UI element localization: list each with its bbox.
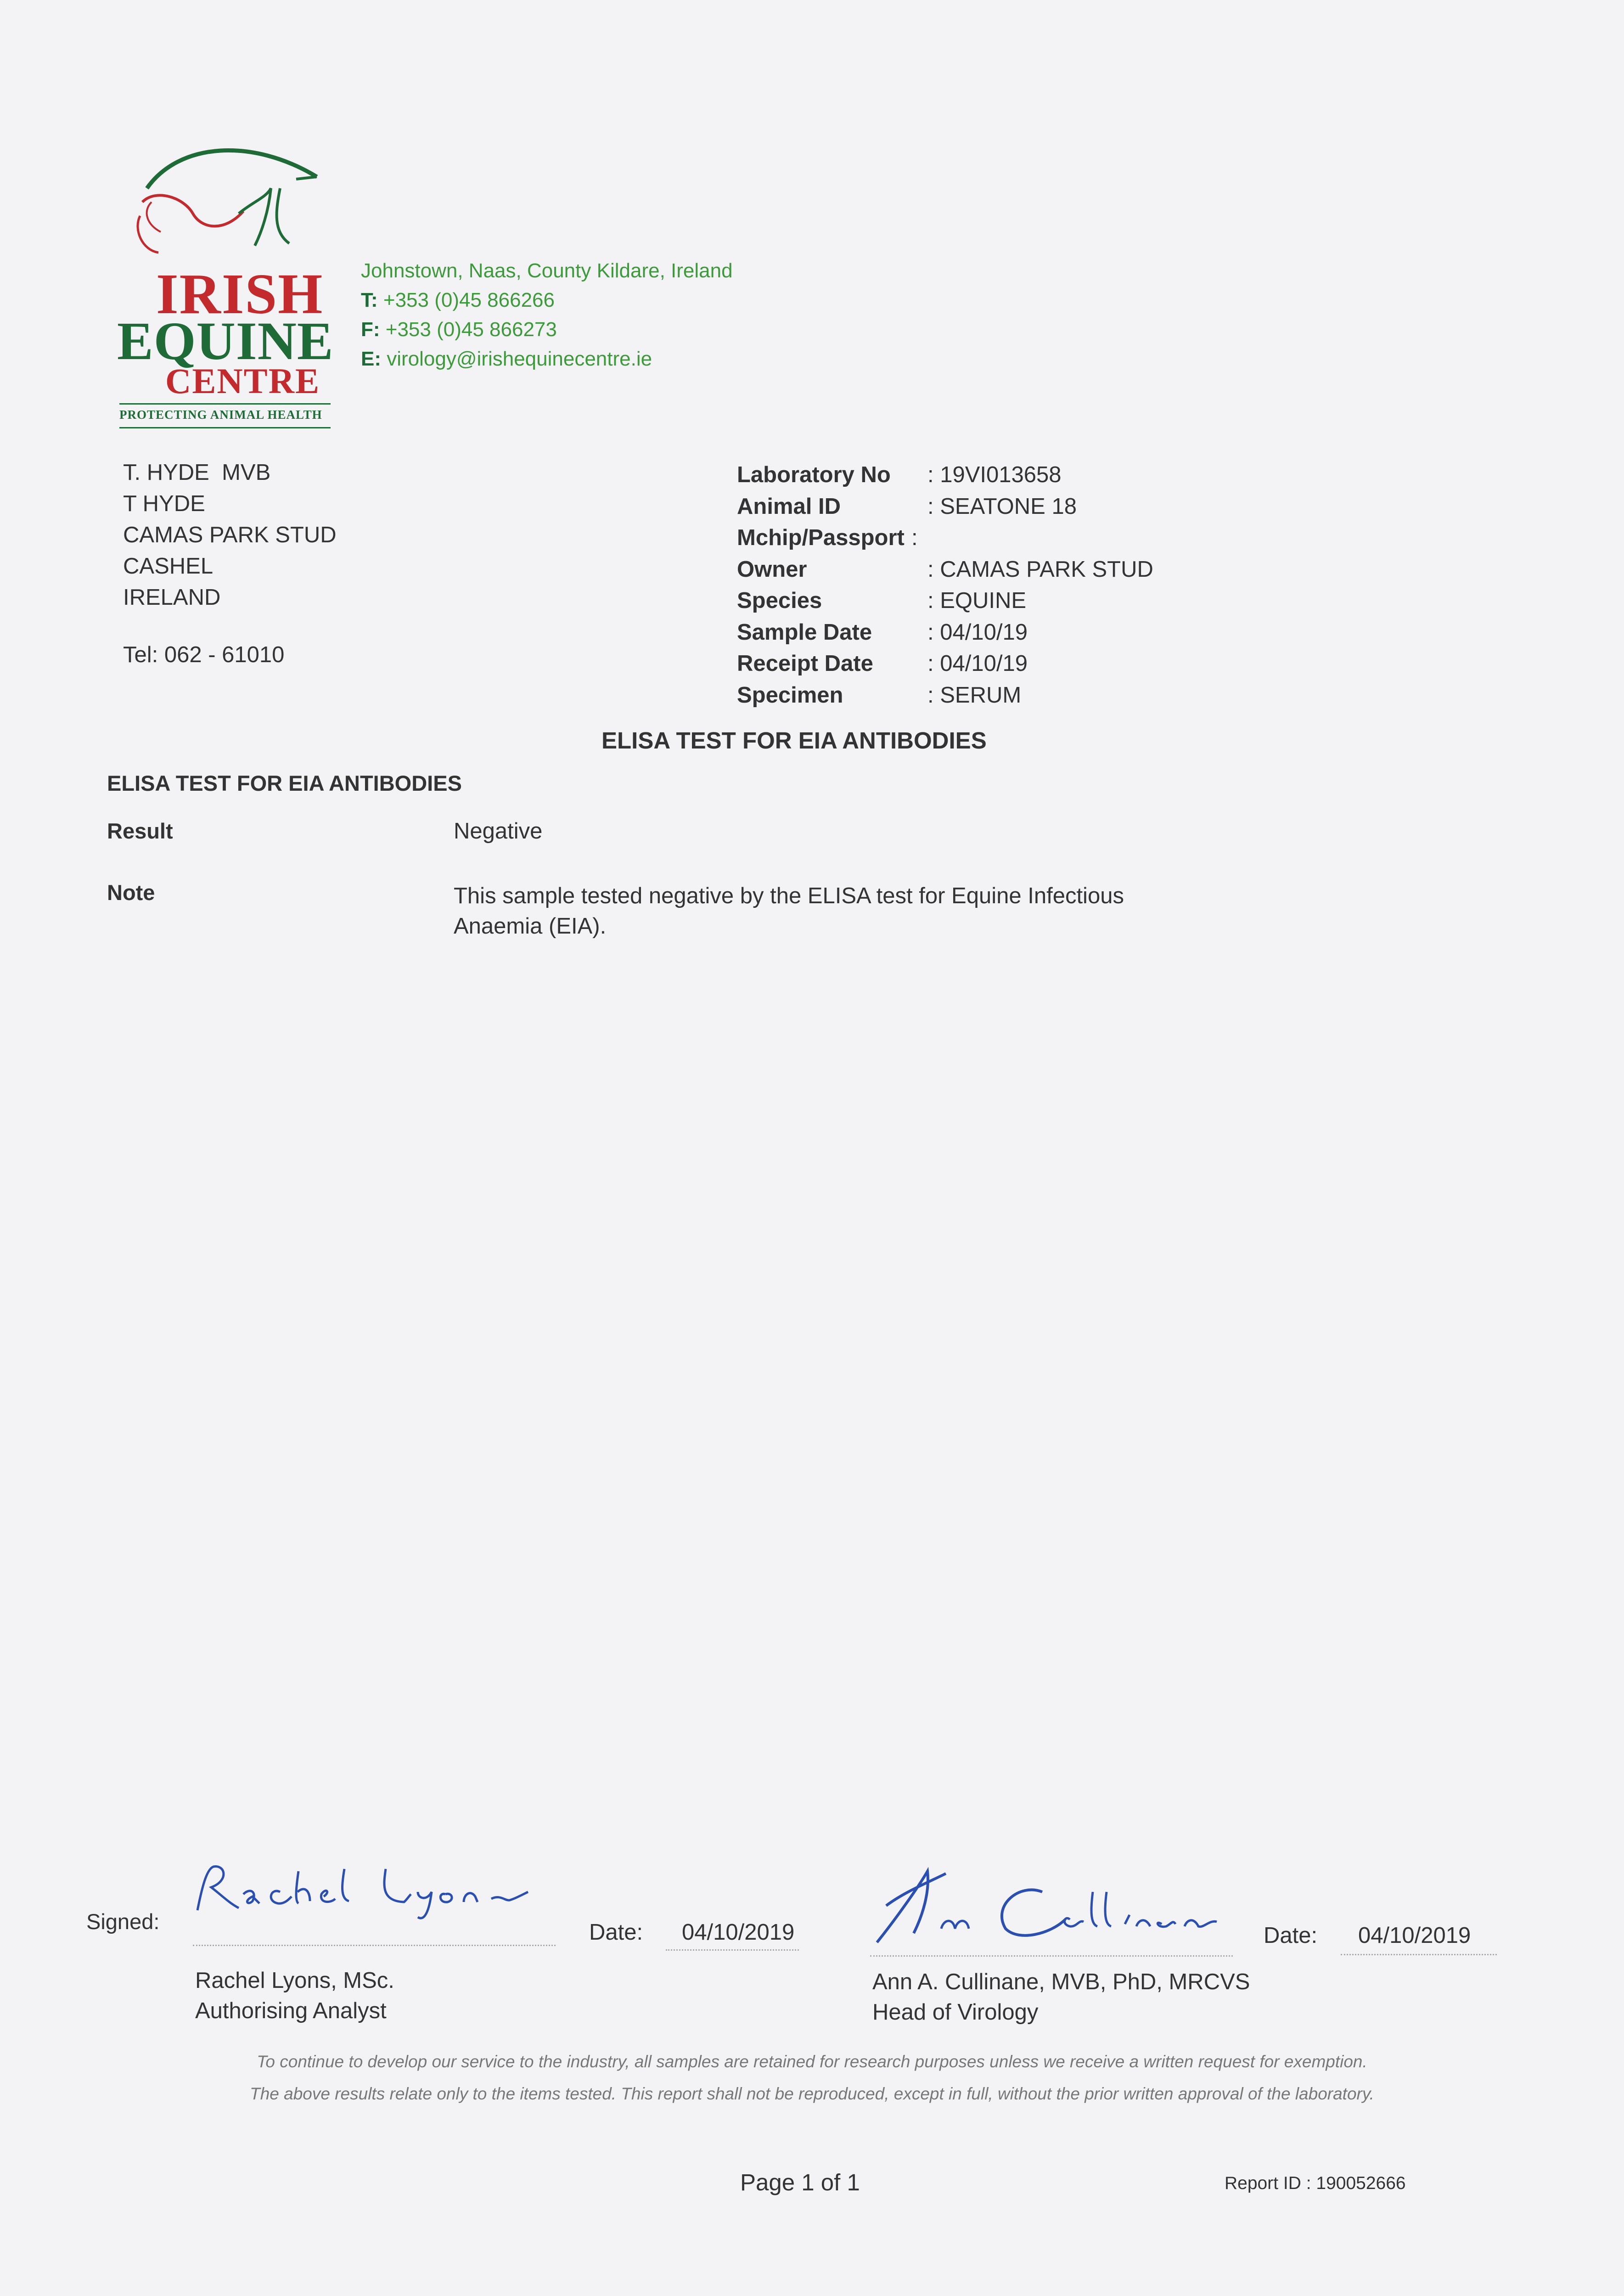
signer2-block (872, 1967, 1250, 2027)
signed-label: Signed: (86, 1909, 160, 1934)
sample-row-animal-id: Animal ID : SEATONE 18 (737, 494, 1077, 519)
sample-row-sample-date: Sample Date : 04/10/19 (737, 619, 1028, 645)
logo-divider (119, 427, 331, 428)
signer1-role: Authorising Analyst (195, 1998, 387, 2023)
sample-row-specimen: Specimen : SERUM (737, 682, 1022, 708)
disclaimer-line: To continue to develop our service to the industry, all samples are retained for research purposes unless we receive a written request for exemption. (257, 2052, 1367, 2071)
signer1-name: Rachel Lyons, MSc. (195, 1968, 394, 1993)
sample-row-receipt-date: Receipt Date : 04/10/19 (737, 651, 1028, 676)
signature-ann-cullinane (868, 1864, 1244, 1947)
address-line: T HYDE (123, 491, 205, 516)
logo-word-irish: IRISH (156, 263, 324, 326)
recipient-tel: Tel: 062 - 61010 (123, 642, 285, 667)
date-label: Date: (1264, 1923, 1318, 1948)
contact-block (361, 256, 733, 374)
signature-date: 04/10/2019 (1358, 1923, 1471, 1948)
test-main-heading: ELISA TEST FOR EIA ANTIBODIES (601, 727, 987, 754)
address-line: IRELAND (123, 585, 221, 610)
signer2-name: Ann A. Cullinane, MVB, PhD, MRCVS (872, 1970, 1250, 1994)
sample-info-table (737, 459, 1153, 711)
phone-line: T: +353 (0)45 866266 (361, 289, 555, 311)
fax-number: +353 (0)45 866273 (385, 318, 557, 341)
address-line: CASHEL (123, 554, 214, 579)
signature-rachel-lyons (188, 1860, 556, 1924)
disclaimer-line: The above results relate only to the items tested. This report shall not be reproduced, except in full, without the prior written approval of the laboratory. (250, 2084, 1374, 2103)
signature-date: 04/10/2019 (682, 1920, 795, 1945)
sample-row-laboratory-no: Laboratory No : 19VI013658 (737, 462, 1062, 487)
signature-line (193, 1945, 556, 1946)
date-line (666, 1949, 799, 1951)
sample-row-mchip-passport: Mchip/Passport : (737, 525, 918, 550)
logo-divider (119, 403, 331, 405)
fax-line: F: +353 (0)45 866273 (361, 318, 557, 341)
signer2-role: Head of Virology (872, 2000, 1039, 2025)
logo-word-centre: CENTRE (165, 361, 320, 401)
phone-number: +353 (0)45 866266 (383, 289, 555, 311)
test-section-heading: ELISA TEST FOR EIA ANTIBODIES (107, 771, 462, 795)
email-line: E: virology@irishequinecentre.ie (361, 348, 652, 370)
sample-row-owner: Owner : CAMAS PARK STUD (737, 557, 1153, 582)
recipient-address (123, 457, 337, 613)
disclaimer (0, 2046, 1624, 2110)
logo-word-equine: EQUINE (117, 311, 334, 371)
date-line (1341, 1954, 1497, 1955)
signer1-block (195, 1965, 394, 2026)
irish-equine-centre-logo (115, 133, 335, 436)
result-value: Negative (454, 819, 543, 844)
signature-line (870, 1955, 1233, 1957)
date-label: Date: (589, 1920, 643, 1945)
note-value: This sample tested negative by the ELISA test for Equine Infectious Anaemia (EIA). (454, 884, 1124, 939)
email-address: virology@irishequinecentre.ie (387, 348, 652, 370)
note-label: Note (107, 880, 155, 905)
address-line: CAMAS PARK STUD (123, 523, 337, 547)
result-label: Result (107, 819, 173, 843)
sample-row-species: Species : EQUINE (737, 588, 1027, 613)
centre-address: Johnstown, Naas, County Kildare, Ireland (361, 259, 733, 282)
horse-logo-icon (115, 133, 335, 262)
logo-tagline: PROTECTING ANIMAL HEALTH (119, 408, 322, 422)
page-number: Page 1 of 1 (740, 2169, 860, 2195)
address-line: T. HYDE MVB (123, 460, 271, 485)
report-id: Report ID : 190052666 (1225, 2173, 1406, 2193)
